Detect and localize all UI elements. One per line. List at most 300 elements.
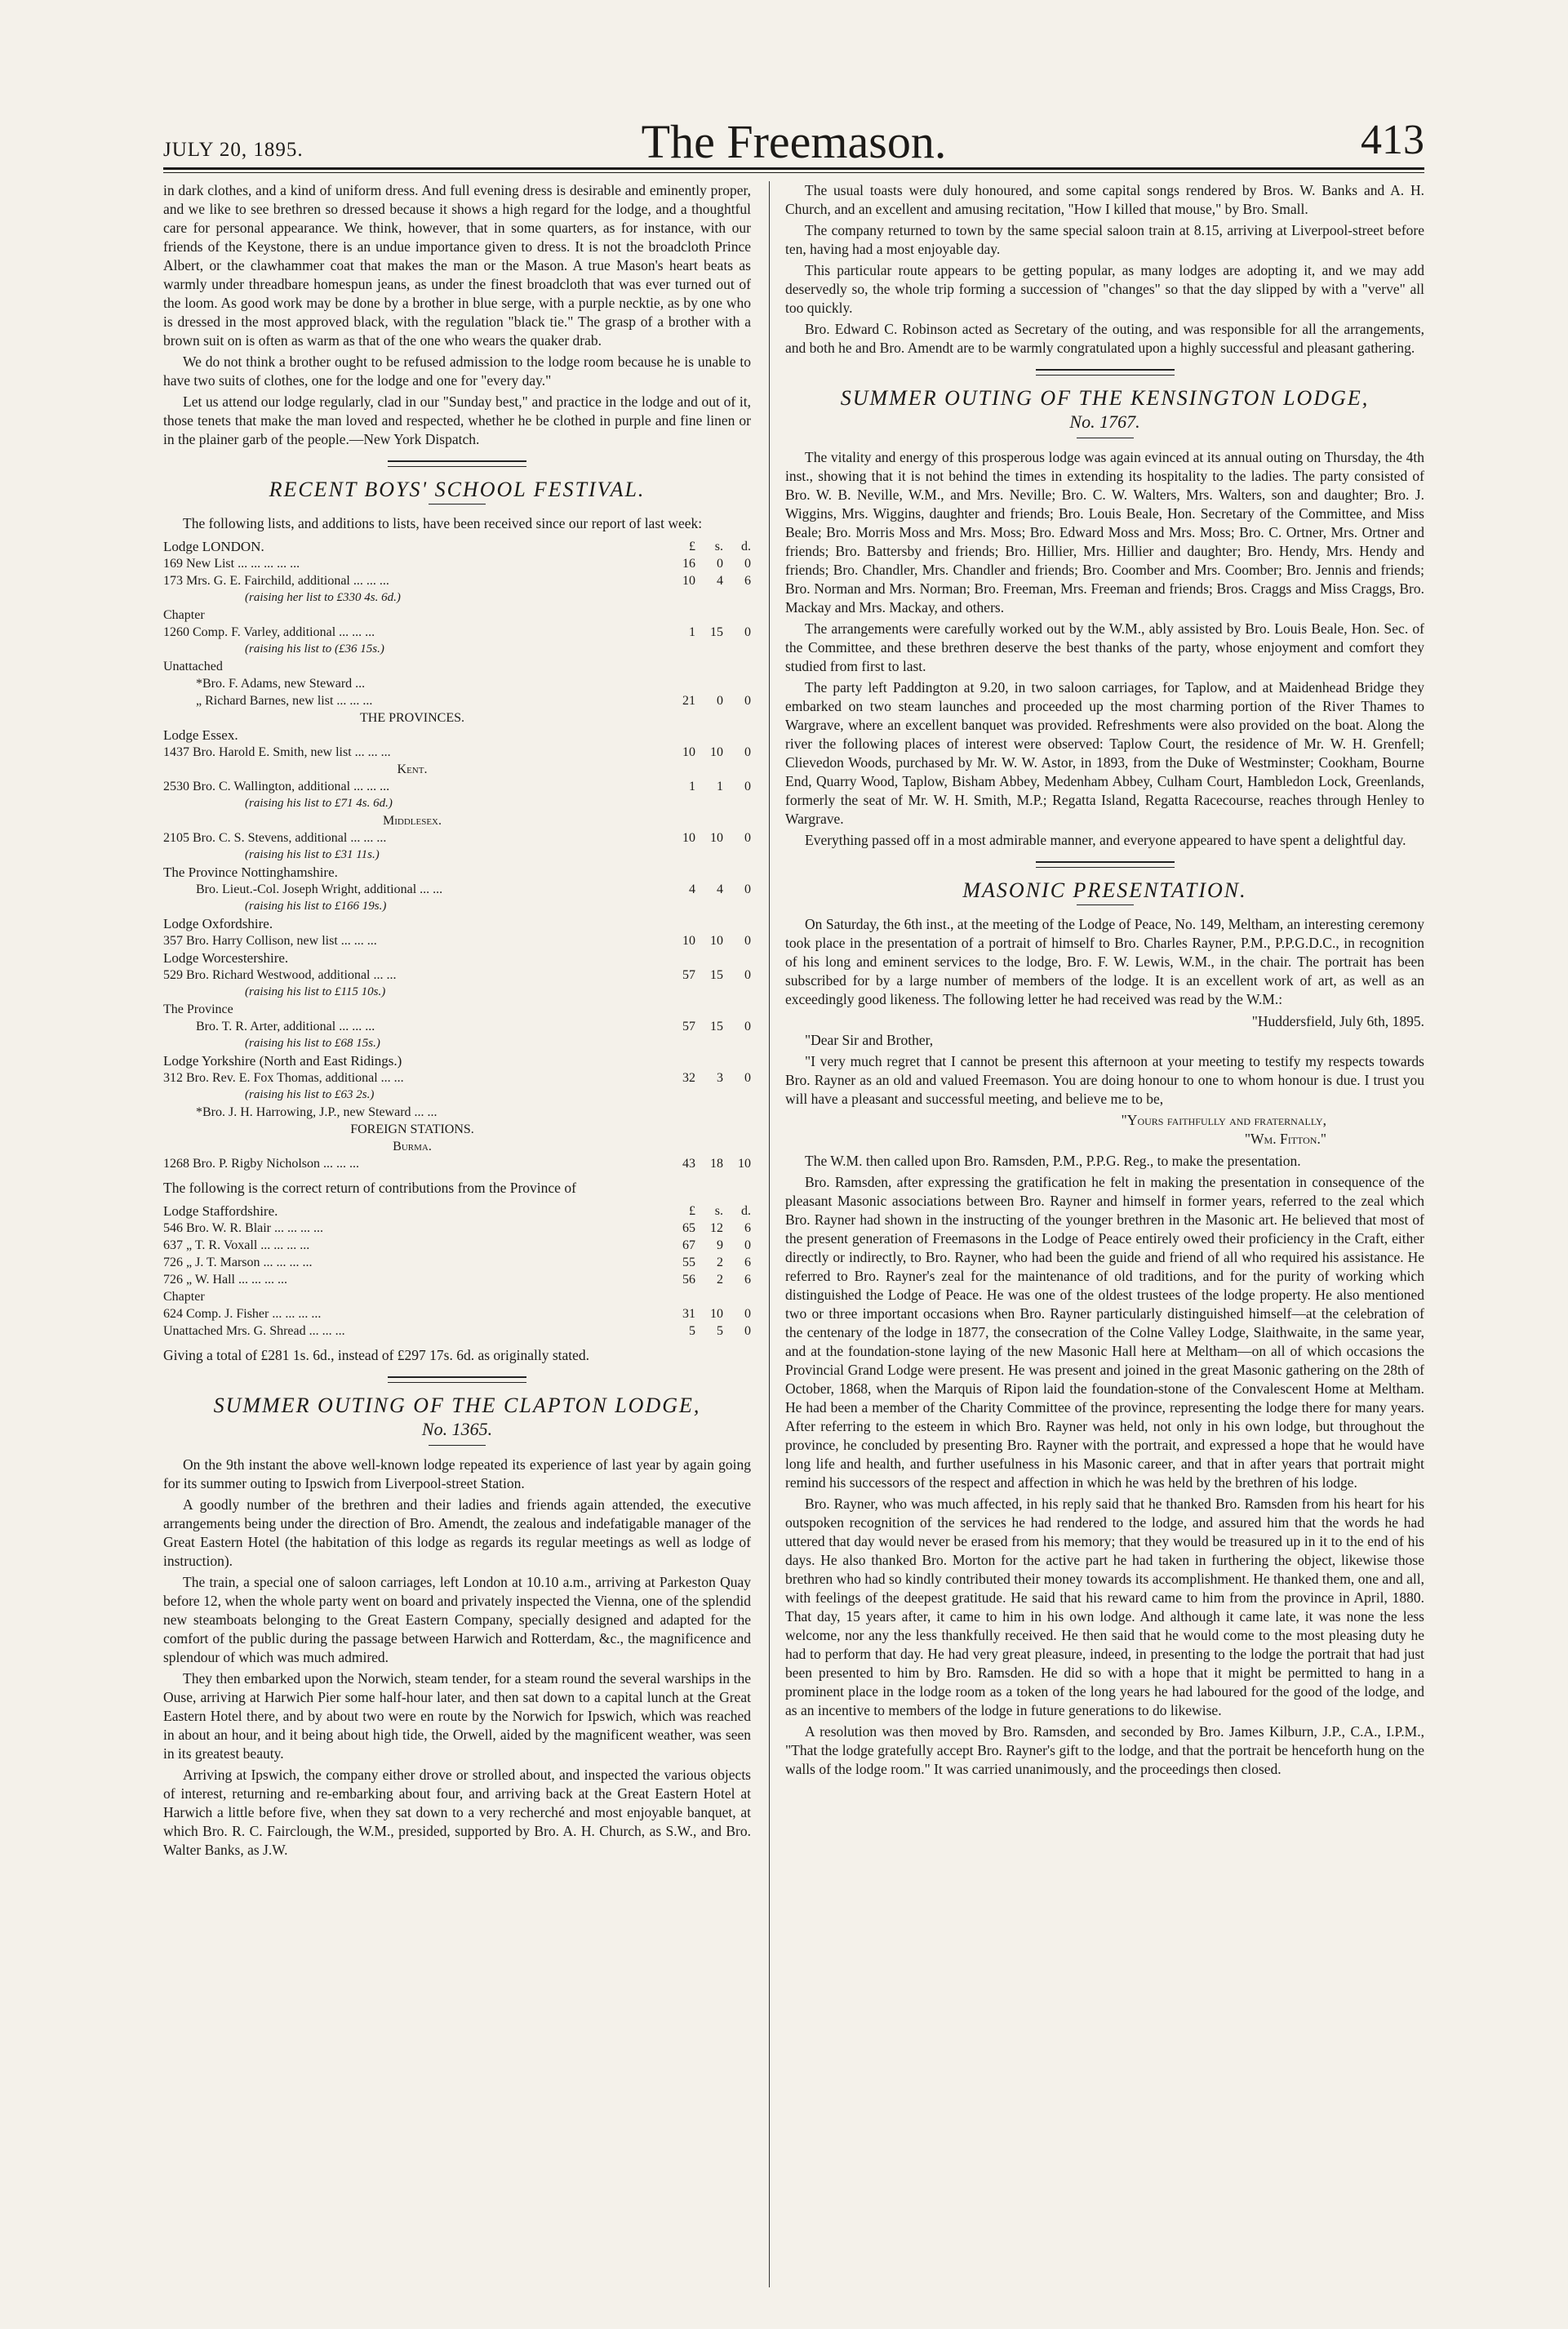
section-rule (388, 460, 526, 467)
list-row-amount (661, 847, 751, 864)
amount-pounds (668, 915, 695, 932)
issue-date: JULY 20, 1895. (163, 139, 304, 161)
header-rule (163, 167, 1424, 173)
list-row (163, 847, 751, 864)
amount-shillings (695, 812, 723, 829)
list-row (163, 589, 751, 607)
list-row (163, 778, 751, 795)
list-row (163, 692, 751, 709)
list-row-amount (661, 829, 751, 847)
amount-shillings: 4 (717, 574, 723, 588)
list-row-label: (raising his list to £31 11s.) (245, 848, 380, 861)
amount-shillings (695, 915, 723, 932)
list-row-amount (661, 1069, 751, 1087)
article-paragraph: Bro. Edward C. Robinson acted as Secretary of the outing, and was responsible for all the arrangements, and both he and Bro. Amendt are to be warmly congratulated upon a highly successful and pleasant gathering. (785, 321, 1424, 356)
amount-shillings: 18 (710, 1157, 723, 1171)
list-row-label: Lodge Essex. (163, 727, 238, 743)
list-row (163, 744, 751, 761)
list-row-amount (661, 1121, 751, 1138)
right-column (785, 181, 1424, 1781)
amount-pence (723, 1035, 751, 1052)
article-paragraph: We do not think a brother ought to be refused admission to the lodge room because he is unable to have two suits of clothes, one for the lodge and one for "every day." (163, 353, 751, 389)
list-row (163, 1052, 751, 1069)
amount-shillings (695, 727, 723, 744)
list-row (163, 795, 751, 812)
amount-pence (723, 727, 751, 744)
list-row-amount (661, 1155, 751, 1172)
amount-pounds (668, 641, 695, 658)
amount-pounds: 57 (682, 968, 695, 982)
amount-shillings (695, 984, 723, 1001)
amount-pence (723, 589, 751, 607)
article-paragraph: The arrangements were carefully worked out by the W.M., ably assisted by Bro. Louis Beale, Hon. Sec. of the Committee, and these brethren deserve the best thanks of the party, whose enjoyment and comfort they studied from first to last. (785, 620, 1424, 674)
amount-shillings (695, 675, 723, 692)
amount-pence: 0 (744, 694, 751, 708)
list-row-label: Chapter (163, 608, 205, 622)
amount-pence: 0 (744, 968, 751, 982)
list-row-label: *Bro. J. H. Harrowing, J.P., new Steward ... ... (196, 1105, 438, 1119)
staffs-total: Giving a total of £281 1s. 6d., instead of £297 17s. 6d. as originally stated. (163, 1347, 590, 1363)
kensington-title: SUMMER OUTING OF THE KENSINGTON LODGE, (840, 386, 1370, 410)
list-row (163, 1271, 751, 1288)
list-row-amount (661, 984, 751, 1001)
column-divider (769, 181, 770, 2287)
amount-pounds (668, 984, 695, 1001)
list-row (163, 984, 751, 1001)
amount-pounds (668, 658, 695, 675)
amount-pence (723, 1104, 751, 1121)
list-row (163, 538, 751, 555)
list-row-label: (raising his list to (£36 15s.) (245, 642, 384, 656)
list-row-amount (661, 675, 751, 692)
amount-pounds (668, 1001, 695, 1018)
amount-pounds (668, 1121, 695, 1138)
letter-place-date: "Huddersfield, July 6th, 1895. (1251, 1013, 1424, 1029)
list-row-amount (661, 1138, 751, 1155)
amount-pounds (668, 898, 695, 915)
list-row-amount (661, 1035, 751, 1052)
list-row (163, 1001, 751, 1018)
amount-pence: 6 (744, 1256, 751, 1269)
amount-pounds: 67 (682, 1238, 695, 1252)
article-paragraph: The usual toasts were duly honoured, and some capital songs rendered by Bros. W. Banks and A. H. Church, and an excellent and amusing recitation, "How I killed that mouse," by Bro. Small. (785, 182, 1424, 217)
list-row-amount (661, 589, 751, 607)
list-row (163, 1069, 751, 1087)
list-row (163, 1087, 751, 1104)
list-row (163, 915, 751, 932)
amount-pence: 0 (744, 557, 751, 571)
amount-pounds (668, 761, 695, 778)
list-row-amount (661, 727, 751, 744)
amount-pence (723, 795, 751, 812)
list-row-amount (661, 1220, 751, 1237)
amount-pence: 0 (744, 1020, 751, 1033)
amount-pence: 0 (744, 1307, 751, 1321)
amount-shillings (695, 1121, 723, 1138)
amount-shillings: s. (714, 540, 723, 553)
list-row-label: 169 New List ... ... ... ... ... (163, 557, 300, 571)
list-row-amount (661, 538, 751, 555)
amount-pounds: £ (689, 540, 695, 553)
amount-pounds: 1 (689, 625, 695, 639)
list-row-amount (661, 692, 751, 709)
list-row-label: Bro. Lieut.-Col. Joseph Wright, additional ... ... (196, 882, 443, 896)
list-row-amount (661, 641, 751, 658)
amount-pence (723, 607, 751, 624)
boys-contribution-list (163, 538, 751, 1172)
list-row-label: Lodge LONDON. (163, 539, 264, 554)
amount-pounds (668, 607, 695, 624)
dress-article (163, 181, 751, 449)
list-row-amount (661, 1322, 751, 1340)
masonic-presentation-title: MASONIC PRESENTATION. (962, 878, 1247, 902)
list-row-label: Middlesex. (383, 814, 442, 828)
amount-shillings: 4 (717, 882, 723, 896)
list-row (163, 1018, 751, 1035)
amount-pounds: 65 (682, 1221, 695, 1235)
amount-shillings (695, 1035, 723, 1052)
amount-pounds: 10 (682, 745, 695, 759)
amount-shillings (695, 1087, 723, 1104)
amount-shillings (695, 847, 723, 864)
page-header (163, 114, 1424, 168)
list-row (163, 1254, 751, 1271)
list-row (163, 932, 751, 949)
list-row-label: 529 Bro. Richard Westwood, additional ... ... (163, 968, 397, 982)
list-row-label: „ Richard Barnes, new list ... ... ... (196, 694, 373, 708)
amount-shillings: 10 (710, 934, 723, 948)
amount-pounds: 10 (682, 934, 695, 948)
article-paragraph: The party left Paddington at 9.20, in two saloon carriages, for Taplow, and at Maidenhead Bridge they embarked on two steam launches and proceeded up the most charming portion of the River Thames to Wargrave, where an excellent banquet was provided. Refreshments were also provided on the boat. Along the river the following places of interest were observed: Taplow Court, the residence of Mr. W. H. Grenfell; Clievedon Woods, purchased by Mr. W. W. Astor, in 1893, from the Duke of Westminster; Cookham, Bourne End, Quarry Wood, Taplow, Bisham Abbey, Medenham Abbey, Culham Court, Hambledon Lock, Greenlands, formerly the seat of Mr. W. H. Smith, M.P.; Regatta Island, Regatta Racecourse, reaches through Henley to Wargrave. (785, 679, 1424, 827)
list-row (163, 624, 751, 641)
list-row (163, 641, 751, 658)
amount-pence (723, 1001, 751, 1018)
amount-pounds: 21 (682, 694, 695, 708)
list-row-label: 2530 Bro. C. Wallington, additional ... ... ... (163, 780, 390, 793)
amount-pence: 0 (744, 745, 751, 759)
amount-pounds: 57 (682, 1020, 695, 1033)
amount-shillings: 0 (717, 557, 723, 571)
article-paragraph: The vitality and energy of this prosperous lodge was again evinced at its annual outing on Thursday, the 4th inst., showing that it is not behind the times in extending its hospitality to the ladies. The party consisted of Bro. W. B. Neville, W.M., and Mrs. Neville; Bro. C. W. Walters, Mrs. Walters, son and daughter; Bro. J. Wiggins, Mrs. Wiggins, daughter and friends; Bro. Louis Beale, Hon. Secretary of the Committee, and Miss Beale; Bro. Morris Moss and Mrs. Moss; Bro. Edward Moss and Mrs. Moss; Bro. C. Ortner, Mrs. Ortner and friends; Bro. Battersby and friends; Bro. Hillier, Mrs. Hillier and daughter; Bro. Hendy, Mrs. Hendy and friends; Bro. Chandler, Mrs. Chandler and friends; Bro. Coomber and Mrs. Coomber; Bro. Jennis and friends; Bro. Norman and Mrs. Norman; Bro. Freeman, Mrs. Freeman and friends; Bros. Craggs and Miss Craggs, Bro. Mackay and Mrs. Mackay, and others. (785, 449, 1424, 616)
list-row-label: Chapter (163, 1290, 205, 1304)
list-row-label: 173 Mrs. G. E. Fairchild, additional ... ... ... (163, 574, 389, 588)
amount-shillings (695, 589, 723, 607)
amount-shillings: 2 (717, 1273, 723, 1287)
article-paragraph: A goodly number of the brethren and their ladies and friends again attended, the executive arrangements being under the direction of Bro. Amendt, the zealous and indefatigable manager of the Great Eastern Hotel (the habitation of this lodge as regards its regular meetings as well as lodge of instruction). (163, 1496, 751, 1569)
list-row-label: (raising his list to £68 15s.) (245, 1037, 380, 1050)
list-row-amount (661, 658, 751, 675)
list-row-label: 637 „ T. R. Voxall ... ... ... ... (163, 1238, 310, 1252)
amount-pounds (668, 1288, 695, 1305)
list-row-amount (661, 881, 751, 898)
list-row-label: Unattached (163, 660, 223, 673)
amount-pounds (668, 1138, 695, 1155)
amount-pence: d. (741, 540, 751, 553)
amount-pence (723, 641, 751, 658)
article-paragraph: The train, a special one of saloon carriages, left London at 10.10 a.m., arriving at Parkeston Quay before 12, when the whole party went on board and privately inspected the Vienna, one of the splendid new steamboats belonging to the Great Eastern Company, specially designed and adapted for the comfort of the public during the passage between Harwich and Rotterdam, &c., the magnificence and splendour of which was much admired. (163, 1574, 751, 1665)
list-row-label: 1437 Bro. Harold E. Smith, new list ... ... ... (163, 745, 391, 759)
list-row-label: Lodge Oxfordshire. (163, 916, 273, 931)
amount-shillings: 1 (717, 780, 723, 793)
amount-pence: 0 (744, 1238, 751, 1252)
amount-pounds (668, 709, 695, 727)
amount-shillings: 10 (710, 745, 723, 759)
list-row-label: (raising his list to £71 4s. 6d.) (245, 797, 393, 810)
amount-pence: 0 (744, 1324, 751, 1338)
amount-shillings (695, 949, 723, 967)
clapton-title: SUMMER OUTING OF THE CLAPTON LODGE, (213, 1393, 701, 1417)
list-row (163, 555, 751, 572)
list-row-label: 2105 Bro. C. S. Stevens, additional ... ... ... (163, 831, 387, 845)
amount-pence: 6 (744, 574, 751, 588)
list-row-amount (661, 1104, 751, 1121)
list-row-label: The Province Nottinghamshire. (163, 864, 338, 880)
amount-shillings: s. (714, 1204, 723, 1218)
amount-pence (723, 864, 751, 881)
article-paragraph: Everything passed off in a most admirable manner, and everyone appeared to have spent a delightful day. (805, 832, 1406, 848)
list-row-amount (661, 1305, 751, 1322)
amount-pence (723, 761, 751, 778)
article-paragraph: The company returned to town by the same special saloon train at 8.15, arriving at Liverpool-street before ten, having had a most enjoyable day. (785, 222, 1424, 257)
amount-pence: 6 (744, 1221, 751, 1235)
clapton-lodge-number: No. 1365. (421, 1419, 493, 1439)
amount-pence: 0 (744, 1071, 751, 1085)
amount-shillings: 10 (710, 1307, 723, 1321)
list-row-label: (raising his list to £115 10s.) (245, 985, 386, 998)
list-row-amount (661, 624, 751, 641)
amount-pence (723, 812, 751, 829)
amount-pounds: 16 (682, 557, 695, 571)
list-row-label: Lodge Staffordshire. (163, 1203, 278, 1219)
list-row (163, 658, 751, 675)
section-rule (1036, 861, 1175, 868)
list-row (163, 1121, 751, 1138)
list-row (163, 572, 751, 589)
section-rule (388, 1376, 526, 1383)
amount-shillings (695, 1288, 723, 1305)
list-row (163, 1288, 751, 1305)
amount-shillings: 9 (717, 1238, 723, 1252)
amount-shillings (695, 1052, 723, 1069)
list-row-amount (661, 1202, 751, 1220)
page-number: 413 (1361, 117, 1424, 163)
list-row-amount (661, 1018, 751, 1035)
amount-shillings (695, 1001, 723, 1018)
amount-pence (723, 949, 751, 967)
amount-pence: 6 (744, 1273, 751, 1287)
boys-school-title: RECENT BOYS' SCHOOL FESTIVAL. (269, 478, 646, 501)
article-paragraph: Bro. Rayner, who was much affected, in his reply said that he thanked Bro. Ramsden from his heart for his outspoken recognition of the services he had rendered to the lodge, and assured him that the words he had uttered that day would never be erased from his memory; that they would be treasured up in it to the end of his days. He also thanked Bro. Morton for the active part he had taken in furthering the object, likewise those brethren who had so kindly contributed their money towards its accomplishment. He thanked them, one and all, with feelings of the deepest gratitude. He said that his reward came to him from the province in April, 1880. That day, 15 years after, it came to him in his own lodge. And although it came late, it was none the less welcome, nor any the less thankfully received. He then said that he would come to the most pleasing duty he had to perform that day. He had very great pleasure, indeed, in presenting to the lodge the portrait that had just been presented to him by Bro. Ramsden. He did so with a hope that it might be permitted to hang in a prominent place in the lodge room as a token of the long years he had laboured for the good of the lodge, and as an incentive to members of the lodge in future generations to do likewise. (785, 1496, 1424, 1718)
article-paragraph: They then embarked upon the Norwich, steam tender, for a steam round the several warships in the Ouse, arriving at Harwich Pier some half-hour later, and then sat down to a capital lunch at the Great Eastern Hotel there, and by about two were en route by the Norwich for Ipswich, which was reached in about an hour, and it being about high tide, the Orwell, aided by the magnificent weather, was seen in its greatest beauty. (163, 1670, 751, 1762)
amount-pounds: 31 (682, 1307, 695, 1321)
article-paragraph: Arriving at Ipswich, the company either drove or strolled about, and inspected the various objects of interest, returning and re-embarking about four, and arriving back at the Great Eastern Hotel at Harwich a little before five, when they sat down to a very recherché and most enjoyable banquet, at which Bro. R. C. Fairclough, the W.M., presided, supported by Bro. A. H. Church, as S.W., and Bro. Walter Banks, as J.W. (163, 1767, 751, 1858)
amount-pence: 0 (744, 882, 751, 896)
amount-pence (723, 675, 751, 692)
amount-shillings: 3 (717, 1071, 723, 1085)
amount-shillings (695, 795, 723, 812)
amount-pounds: 32 (682, 1071, 695, 1085)
list-row (163, 967, 751, 984)
amount-pounds: 10 (682, 574, 695, 588)
amount-pounds (668, 812, 695, 829)
amount-pence (723, 1138, 751, 1155)
list-row (163, 812, 751, 829)
list-row-label: 1268 Bro. P. Rigby Nicholson ... ... ... (163, 1157, 360, 1171)
list-row (163, 898, 751, 915)
list-row (163, 1305, 751, 1322)
list-row-amount (661, 932, 751, 949)
list-row-amount (661, 1288, 751, 1305)
list-row-label: 312 Bro. Rev. E. Fox Thomas, additional ... ... (163, 1071, 404, 1085)
amount-pounds (668, 1035, 695, 1052)
title-rule (429, 1445, 486, 1446)
amount-pounds: 1 (689, 780, 695, 793)
list-row-label: The Province (163, 1002, 233, 1016)
article-paragraph: Let us attend our lodge regularly, clad in our "Sunday best," and practice in the lodge and out of it, those tenets that make the man loved and respected, whether he be clothed in purple and fine linen or in the plainer garb of the people.—New York Dispatch. (163, 393, 751, 447)
list-row (163, 881, 751, 898)
amount-shillings: 15 (710, 625, 723, 639)
amount-pence (723, 658, 751, 675)
amount-pence: 10 (738, 1157, 751, 1171)
amount-pounds: 55 (682, 1256, 695, 1269)
amount-pence: 0 (744, 831, 751, 845)
letter (785, 1012, 1424, 1149)
list-row-label: Lodge Yorkshire (North and East Ridings.) (163, 1053, 402, 1069)
list-row-label: (raising her list to £330 4s. 6d.) (245, 591, 401, 604)
article-paragraph: in dark clothes, and a kind of uniform dress. And full evening dress is desirable and eminently proper, and we like to see brethren so dressed because it shows a high regard for the lodge, and a thoughtful care for personal appearance. We think, however, that in some quarters, as for instance, with our friends of the Keystone, there is an undue importance given to dress. It is not the broadcloth Prince Albert, or the clawhammer coat that makes the man or the Mason. A true Mason's heart beats as warmly under threadbare homespun jeans, as under the finest broadcloth that was ever turned out of the loom. As good work may be done by a brother in blue serge, with a purple necktie, as by one who is dressed in the most approved black, with the regulation "black tie." The grasp of a brother with a brown suit on is often as warm as that of the one who wears the quaker drab. (163, 182, 751, 349)
list-row (163, 761, 751, 778)
list-row-amount (661, 572, 751, 589)
list-row-label: 726 „ W. Hall ... ... ... ... (163, 1273, 287, 1287)
amount-pounds (668, 795, 695, 812)
amount-shillings: 12 (710, 1221, 723, 1235)
amount-shillings: 10 (710, 831, 723, 845)
amount-pence (723, 984, 751, 1001)
list-row-label: 726 „ J. T. Marson ... ... ... ... (163, 1256, 313, 1269)
list-row-label: 624 Comp. J. Fisher ... ... ... ... (163, 1307, 322, 1321)
amount-pounds: 5 (689, 1324, 695, 1338)
list-row (163, 1104, 751, 1121)
list-row (163, 1220, 751, 1237)
list-row-amount (661, 864, 751, 881)
title-rule (1077, 904, 1134, 905)
amount-pounds (668, 864, 695, 881)
list-row-label: Bro. T. R. Arter, additional ... ... ... (196, 1020, 375, 1033)
list-row (163, 709, 751, 727)
letter-closing: "Yours faithfully and fraternally, (1121, 1112, 1326, 1128)
amount-shillings (695, 898, 723, 915)
amount-pence: 0 (744, 934, 751, 948)
letter-salutation: "Dear Sir and Brother, (805, 1032, 934, 1048)
amount-pounds: 10 (682, 831, 695, 845)
amount-shillings (695, 864, 723, 881)
list-row (163, 864, 751, 881)
amount-shillings (695, 607, 723, 624)
amount-shillings (695, 1104, 723, 1121)
amount-pounds (668, 1087, 695, 1104)
list-row-amount (661, 967, 751, 984)
amount-shillings: 0 (717, 694, 723, 708)
list-row (163, 1322, 751, 1340)
article-paragraph: On Saturday, the 6th inst., at the meeting of the Lodge of Peace, No. 149, Meltham, an interesting ceremony took place in the presentation of a portrait of himself to Bro. Charles Rayner, P.M., P.P.G.D.C., in recognition of his long and eminent services to the lodge, Bro. F. W. Lewis, W.M., in the chair. The portrait has been subscribed for by a large number of members of the lodge. It is an excellent work of art, as well as an exceedingly good likeness. The following letter he had received was read by the W.M.: (785, 916, 1424, 1007)
boys-intro: The following lists, and additions to lists, have been received since our report of last week: (183, 515, 703, 531)
amount-shillings (695, 761, 723, 778)
list-row-label: Burma. (393, 1140, 432, 1153)
list-row-label: THE PROVINCES. (359, 711, 464, 725)
amount-pence: 0 (744, 780, 751, 793)
list-row-label: 357 Bro. Harry Collison, new list ... ... ... (163, 934, 377, 948)
amount-shillings (695, 709, 723, 727)
list-row-amount (661, 555, 751, 572)
list-row (163, 675, 751, 692)
amount-shillings: 15 (710, 1020, 723, 1033)
list-row-amount (661, 1052, 751, 1069)
letter-body: "I very much regret that I cannot be present this afternoon at your meeting to testify my respects towards Bro. Rayner as an old and valued Freemason. You are doing honour to one to whom honour is due. I trust you will have a pleasant and successful meeting, and believe me to be, (785, 1053, 1424, 1107)
amount-pounds (668, 727, 695, 744)
amount-pounds (668, 589, 695, 607)
amount-pounds: 43 (682, 1157, 695, 1171)
list-row (163, 1155, 751, 1172)
amount-shillings: 2 (717, 1256, 723, 1269)
list-row-label: FOREIGN STATIONS. (350, 1122, 474, 1136)
list-row (163, 829, 751, 847)
list-row-amount (661, 1254, 751, 1271)
article-paragraph: A resolution was then moved by Bro. Ramsden, and seconded by Bro. James Kilburn, J.P., C.A., I.P.M., "That the lodge gratefully accept Bro. Rayner's gift to the lodge, and that the portrait be henceforth hung on the walls of the lodge room." It was carried unanimously, and the proceedings then closed. (785, 1723, 1424, 1777)
amount-pence (723, 1288, 751, 1305)
list-row-label: (raising his list to £166 19s.) (245, 900, 387, 913)
amount-pence (723, 709, 751, 727)
staffs-contribution-list (163, 1202, 751, 1340)
amount-pounds (668, 1052, 695, 1069)
amount-shillings (695, 1138, 723, 1155)
article-paragraph: This particular route appears to be getting popular, as many lodges are adopting it, and we may add deservedly so, the whole trip forming a succession of "changes" so that the day slipped by with a "verve" all too quickly. (785, 262, 1424, 316)
list-row-label: Lodge Worcestershire. (163, 950, 289, 966)
list-row-amount (661, 744, 751, 761)
amount-shillings: 15 (710, 968, 723, 982)
list-row (163, 727, 751, 744)
list-row-amount (661, 795, 751, 812)
amount-pounds: 4 (689, 882, 695, 896)
amount-pounds: £ (689, 1204, 695, 1218)
kensington-lodge-number: No. 1767. (1069, 411, 1140, 432)
list-row-amount (661, 607, 751, 624)
list-row-label: 1260 Comp. F. Varley, additional ... ... ... (163, 625, 375, 639)
letter-signature: "Wm. Fitton." (1244, 1131, 1326, 1147)
list-row (163, 1138, 751, 1155)
amount-pence (723, 1087, 751, 1104)
list-row-label: *Bro. F. Adams, new Steward ... (196, 677, 366, 691)
amount-pounds (668, 675, 695, 692)
list-row-label: 546 Bro. W. R. Blair ... ... ... ... (163, 1221, 324, 1235)
left-column (163, 181, 751, 1862)
amount-pounds (668, 1104, 695, 1121)
list-row (163, 1237, 751, 1254)
list-row-amount (661, 761, 751, 778)
masthead-title: The Freemason. (641, 115, 947, 168)
amount-pounds (668, 949, 695, 967)
list-row-label: Unattached Mrs. G. Shread ... ... ... (163, 1324, 345, 1338)
list-row-amount (661, 898, 751, 915)
article-paragraph: On the 9th instant the above well-known lodge repeated its experience of last year by again going for its summer outing to Ipswich from Liverpool-street Station. (163, 1456, 751, 1491)
amount-pence: 0 (744, 625, 751, 639)
list-row-label: (raising his list to £63 2s.) (245, 1088, 375, 1101)
list-row-amount (661, 1087, 751, 1104)
amount-shillings (695, 641, 723, 658)
amount-pence: d. (741, 1204, 751, 1218)
amount-shillings: 5 (717, 1324, 723, 1338)
list-row-label: Kent. (397, 762, 428, 776)
amount-shillings (695, 658, 723, 675)
